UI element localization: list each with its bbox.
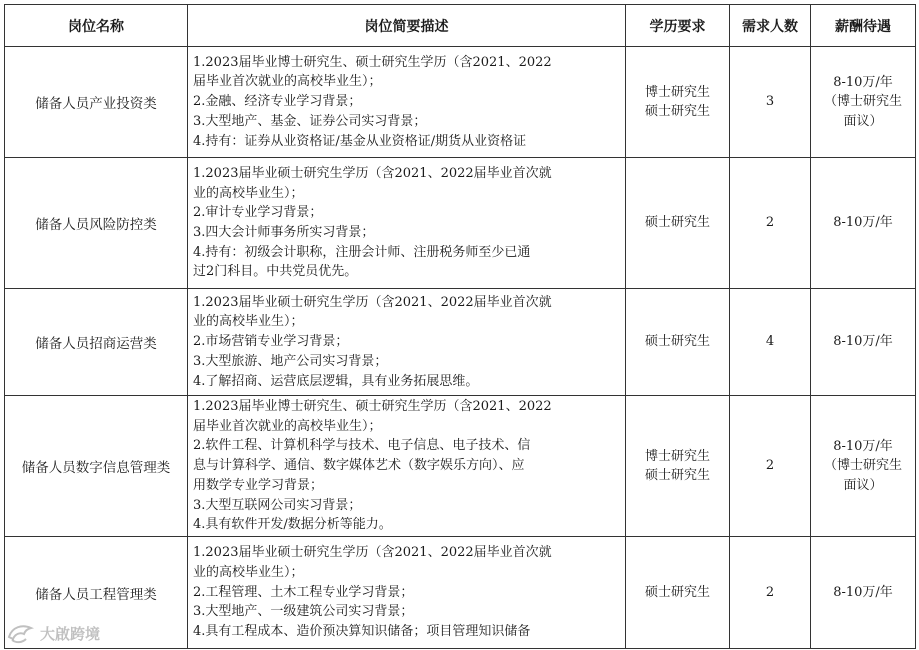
- description-line: 息与计算科学、通信、数字媒体艺术（数字娱乐方向）、应: [193, 458, 525, 474]
- salary-line: 面议）: [843, 113, 883, 129]
- education-line: 硕士研究生: [644, 215, 710, 231]
- description-line: 2.工程管理、土木工程专业学习背景；: [193, 584, 414, 600]
- table-row: [5, 396, 916, 537]
- education-line: 博士研究生: [644, 84, 710, 100]
- salary-line: （博士研究生: [823, 94, 902, 110]
- description-cell: [188, 396, 626, 537]
- description-line: 业的高校毕业生）；: [193, 185, 304, 201]
- education-line: 硕士研究生: [644, 334, 710, 350]
- description-line: 业的高校毕业生）；: [193, 314, 304, 330]
- headcount-cell: 4: [730, 289, 811, 396]
- description-line: 1.2023届毕业硕士研究生学历（含2021、2022届毕业首次就: [193, 165, 552, 181]
- description-cell: [188, 289, 626, 396]
- description-line: 届毕业首次就业的高校毕业生）；: [193, 418, 382, 434]
- education-line: 硕士研究生: [644, 584, 710, 600]
- table-row: [5, 158, 916, 289]
- description-line: 1.2023届毕业硕士研究生学历（含2021、2022届毕业首次就: [193, 545, 552, 561]
- watermark: [6, 622, 100, 644]
- description-line: 3.大型互联网公司实习背景；: [193, 497, 362, 513]
- education-cell: [626, 396, 730, 537]
- header-row: [5, 5, 916, 47]
- education-line: 博士研究生: [644, 448, 710, 464]
- education-cell: [626, 289, 730, 396]
- description-line: 1.2023届毕业硕士研究生学历（含2021、2022届毕业首次就: [193, 294, 552, 310]
- headcount-cell: 2: [730, 396, 811, 537]
- position-name-cell: 储备人员数字信息管理类: [5, 396, 188, 537]
- education-line: 硕士研究生: [644, 468, 710, 483]
- watermark-text: 大啟跨境: [40, 624, 101, 643]
- salary-cell: [811, 158, 916, 289]
- description-line: 2.市场营销专业学习背景；: [193, 334, 349, 350]
- description-line: 过2门科目。中共党员优先。: [193, 264, 358, 280]
- description-line: 4.了解招商、运营底层逻辑，具有业务拓展思维。: [193, 373, 479, 389]
- description-line: 1.2023届毕业博士研究生、硕士研究生学历（含2021、2022: [193, 54, 552, 70]
- header-desc: 岗位简要描述: [188, 5, 626, 47]
- position-name-cell: 储备人员工程管理类: [5, 537, 188, 649]
- salary-line: （博士研究生: [823, 458, 902, 474]
- position-name-cell: 储备人员产业投资类: [5, 47, 188, 158]
- header-pay: 薪酬待遇: [811, 5, 916, 47]
- description-line: 4.持有：证券从业资格证/基金从业资格证/期货从业资格证: [193, 133, 527, 149]
- table-row: [5, 47, 916, 158]
- salary-line: 面议）: [843, 477, 883, 493]
- table-row: [5, 289, 916, 396]
- description-line: 4.具有软件开发/数据分析等能力。: [193, 517, 392, 533]
- education-cell: [626, 47, 730, 158]
- description-line: 3.四大会计师事务所实习背景；: [193, 225, 375, 240]
- header-edu: 学历要求: [626, 5, 730, 47]
- description-line: 2.软件工程、计算机科学与技术、电子信息、电子技术、信: [193, 438, 531, 454]
- description-line: 2.金融、经济专业学习背景；: [193, 94, 362, 110]
- salary-line: 8-10万/年: [833, 334, 893, 350]
- headcount-cell: 2: [730, 158, 811, 289]
- job-table: [4, 4, 916, 649]
- table-row: [5, 537, 916, 649]
- salary-line: 8-10万/年: [833, 438, 893, 454]
- salary-cell: [811, 396, 916, 537]
- dolphin-logo-icon: [6, 622, 36, 644]
- headcount-cell: 3: [730, 47, 811, 158]
- education-cell: [626, 158, 730, 289]
- table-body: [5, 47, 916, 649]
- description-cell: [188, 158, 626, 289]
- description-line: 4.具有工程成本、造价预决算知识储备；项目管理知识储备: [193, 624, 531, 640]
- description-line: 用数学专业学习背景；: [193, 477, 324, 493]
- salary-cell: [811, 289, 916, 396]
- description-cell: [188, 537, 626, 649]
- description-line: 3.大型旅游、地产公司实习背景；: [193, 353, 388, 369]
- education-cell: [626, 537, 730, 649]
- description-cell: [188, 47, 626, 158]
- description-line: 3.大型地产、一级建筑公司实习背景；: [193, 604, 414, 620]
- description-line: 3.大型地产、基金、证券公司实习背景；: [193, 113, 427, 129]
- education-line: 硕士研究生: [644, 104, 710, 119]
- headcount-cell: 2: [730, 537, 811, 649]
- position-name-cell: 储备人员招商运营类: [5, 289, 188, 396]
- salary-cell: [811, 537, 916, 649]
- salary-line: 8-10万/年: [833, 74, 893, 90]
- salary-line: 8-10万/年: [833, 215, 893, 231]
- header-count: 需求人数: [730, 5, 811, 47]
- description-line: 业的高校毕业生）；: [193, 564, 304, 580]
- position-name-cell: 储备人员风险防控类: [5, 158, 188, 289]
- description-line: 2.审计专业学习背景；: [193, 205, 323, 221]
- description-line: 4.持有：初级会计职称，注册会计师、注册税务师至少已通: [193, 244, 531, 260]
- header-name: 岗位名称: [5, 5, 188, 47]
- description-line: 届毕业首次就业的高校毕业生）；: [193, 74, 382, 90]
- description-line: 1.2023届毕业博士研究生、硕士研究生学历（含2021、2022: [193, 399, 552, 415]
- salary-cell: [811, 47, 916, 158]
- salary-line: 8-10万/年: [833, 584, 893, 600]
